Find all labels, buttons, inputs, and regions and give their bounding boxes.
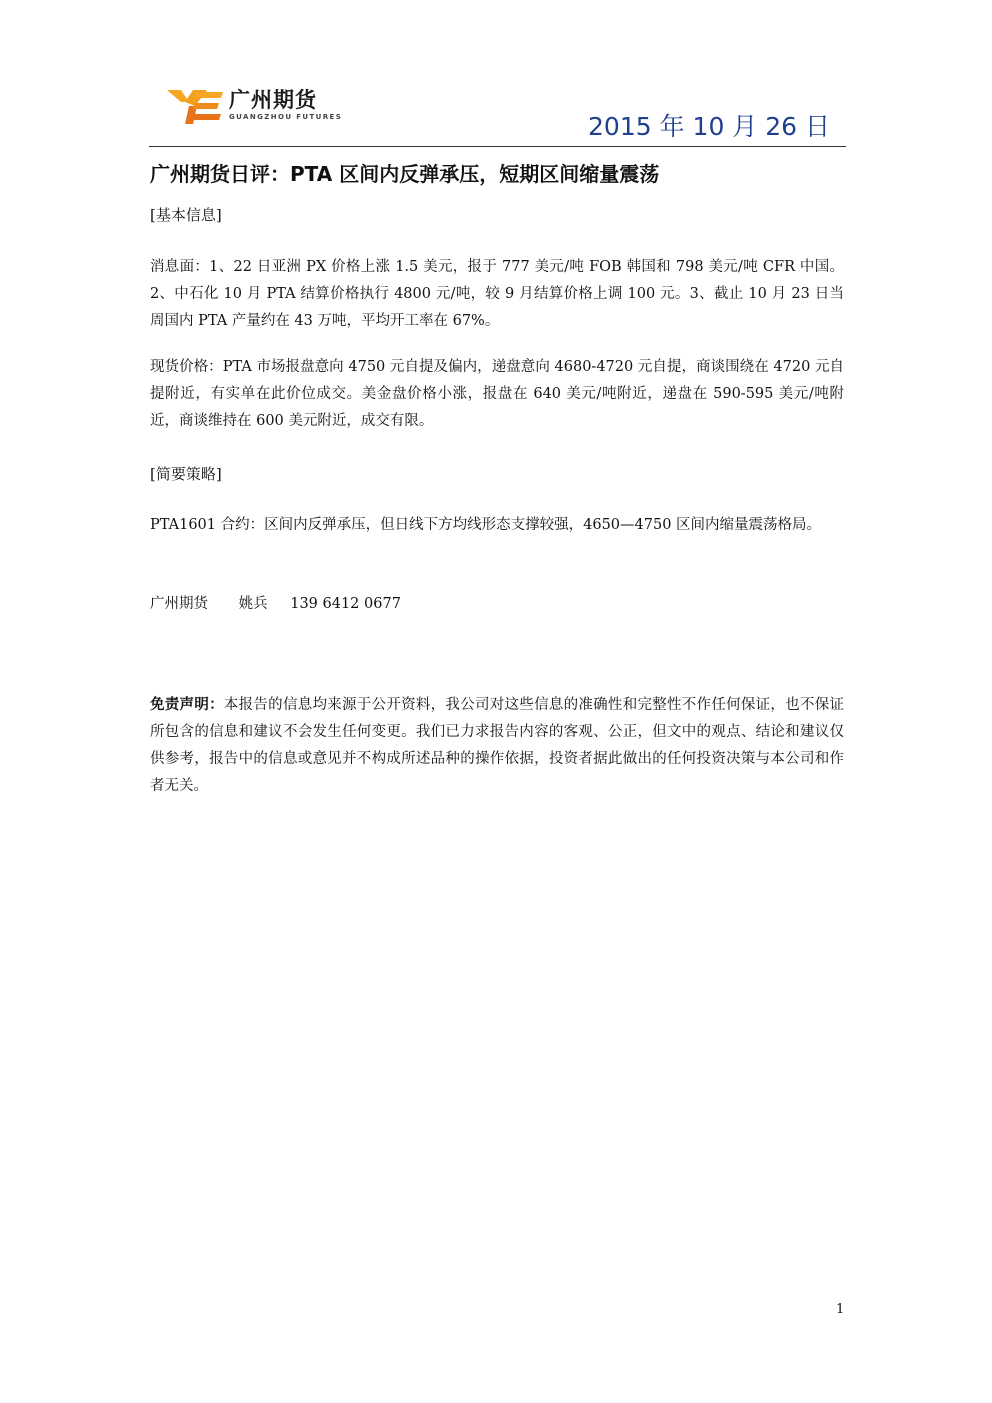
disclaimer-text: 本报告的信息均来源于公开资料，我公司对这些信息的准确性和完整性不作任何保证，也不保证所包含的信息和建议不会发生任何变更。我们已力求报告内容的客观、公正，但文中的观点、结论和建议仅供参考，报告中的信息或意见并不构成所述品种的操作依据，投资者据此做出的任何投资决策与本公司和作者无关。 bbox=[150, 697, 844, 794]
page-number: 1 bbox=[836, 1302, 845, 1317]
contact-analyst: 姚兵 bbox=[238, 596, 268, 612]
strategy-paragraph: PTA1601 合约：区间内反弹承压，但日线下方均线形态支撑较强，4650—4750 区间内缩量震荡格局。 bbox=[150, 517, 822, 533]
contact-company: 广州期货 bbox=[150, 596, 208, 612]
news-paragraph: 消息面：1、22 日亚洲 PX 价格上涨 1.5 美元，报于 777 美元/吨 FOB 韩国和 798 美元/吨 CFR 中国。2、中石化 10 月 PTA 结算价格执行 4800 元/吨，较 9 月结算价格上调 100 元。3、截止 10 月 23 日当周国内 PTA 产量约在 43 万吨，平均开工率在 67%。 bbox=[150, 259, 844, 329]
header-divider bbox=[149, 146, 846, 147]
basic-info-heading: [基本信息] bbox=[150, 206, 222, 224]
company-logo bbox=[167, 86, 347, 126]
report-title: 广州期货日评：PTA 区间内反弹承压，短期区间缩量震荡 bbox=[150, 162, 660, 186]
disclaimer-label: 免责声明： bbox=[150, 697, 224, 713]
guangzhou-futures-logo-icon bbox=[167, 86, 225, 126]
disclaimer-block bbox=[150, 692, 844, 800]
logo-company-name: 广州期货 bbox=[229, 88, 317, 112]
report-date: 2015 年 10 月 26 日 bbox=[588, 112, 830, 141]
strategy-heading: [简要策略] bbox=[150, 465, 222, 483]
logo-company-english-name: GUANGZHOU FUTURES bbox=[229, 113, 343, 121]
spot-price-paragraph: 现货价格：PTA 市场报盘意向 4750 元自提及偏内，递盘意向 4680-4720 元自提，商谈围绕在 4720 元自提附近，有实单在此价位成交。美金盘价格小涨，报盘在 640 美元/吨附近，递盘在 590-595 美元/吨附近，商谈维持在 600 美元附近，成交有限。 bbox=[150, 359, 844, 429]
contact-phone: 139 6412 0677 bbox=[290, 596, 401, 612]
contact-line bbox=[150, 592, 401, 616]
